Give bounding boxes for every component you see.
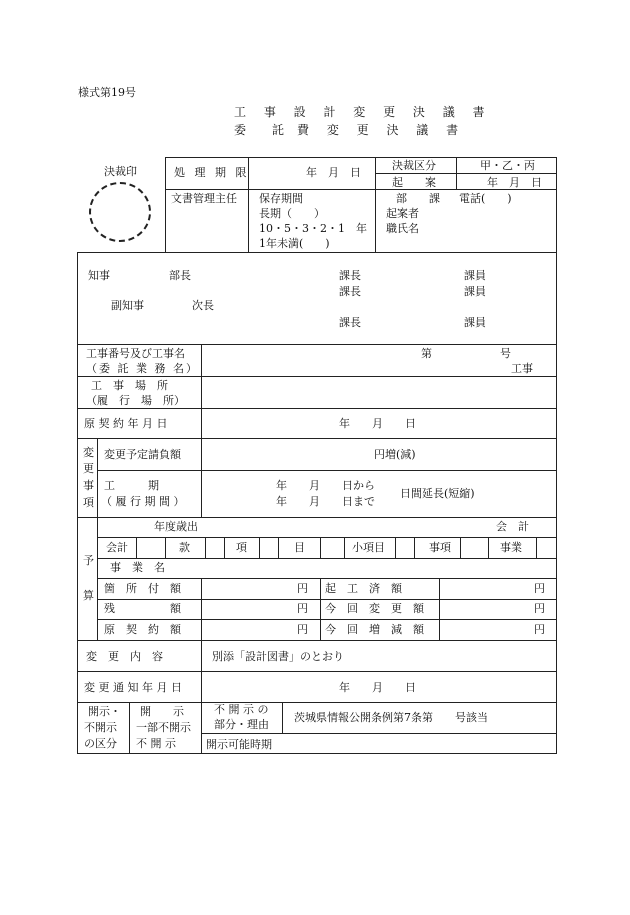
budget-side-1: 予 xyxy=(83,554,94,567)
possible-period-label: 開示可能時期 xyxy=(206,738,272,751)
form-number: 様式第19号 xyxy=(78,86,136,99)
change-side-3: 事 xyxy=(83,479,94,492)
document-title-change: 費 変 更 決 議 書 xyxy=(297,123,466,137)
col-project: 事業 xyxy=(500,541,522,554)
accounting-label: 会 計 xyxy=(496,520,529,533)
approval-section-chief-2: 課長 xyxy=(339,285,361,298)
processing-deadline-label: 処 理 期 限 xyxy=(174,166,250,179)
period-from: 年 月 日から xyxy=(276,479,375,492)
this-change-delta-label: 今 回 増 減 額 xyxy=(325,623,424,636)
approval-staff-3: 課員 xyxy=(464,316,486,329)
col-moku: 目 xyxy=(294,541,305,554)
approval-section-chief-3: 課長 xyxy=(339,316,361,329)
consign-name-label: （委 託 業 務 名） xyxy=(86,362,199,375)
this-change-yen: 円 xyxy=(534,602,545,615)
opt-disclose: 開 示 xyxy=(140,705,184,718)
disclosure-label-2: 不開示 xyxy=(84,721,117,734)
work-no-name-label: 工事番号及び工事名 xyxy=(86,347,185,360)
original-contract-label: 原 契 約 額 xyxy=(104,623,181,636)
disclosure-label-1: 開示・ xyxy=(88,705,121,718)
contract-date-label: 原 契 約 年 月 日 xyxy=(84,417,168,430)
change-content-value: 別添「設計図書」のとおり xyxy=(212,650,344,663)
col-kan: 款 xyxy=(179,541,190,554)
change-side-1: 変 xyxy=(83,446,94,459)
approval-staff-1: 課員 xyxy=(464,269,486,282)
approval-director: 部長 xyxy=(169,269,191,282)
remaining-label: 残 額 xyxy=(104,602,181,615)
retention-long: 長期（ ） xyxy=(259,207,325,220)
col-matter: 事項 xyxy=(429,541,451,554)
planned-amount-label: 変更予定請負額 xyxy=(104,448,181,461)
change-side-2: 更 xyxy=(83,462,94,475)
work-no-go: 号 xyxy=(500,347,511,360)
site-label: 工 事 場 所 xyxy=(91,379,168,392)
opt-nondisclose: 不 開 示 xyxy=(136,737,176,750)
work-kouji: 工事 xyxy=(511,362,533,375)
reason-value: 茨城県情報公開条例第7条第 号該当 xyxy=(294,711,488,724)
notice-date-value: 年 月 日 xyxy=(339,681,416,694)
days-extension: 日間延長(短縮) xyxy=(400,487,475,500)
original-contract-yen: 円 xyxy=(297,623,308,636)
draft-date: 年 月 日 xyxy=(487,176,542,189)
col-kou: 項 xyxy=(236,541,247,554)
doc-manager-label: 文書管理主任 xyxy=(171,192,237,205)
opt-partial: 一部不開示 xyxy=(136,721,191,734)
processing-deadline-date: 年 月 日 xyxy=(306,166,361,179)
reason-label-1: 不 開 示 の xyxy=(214,703,269,716)
approval-section-chief-1: 課長 xyxy=(339,269,361,282)
col-subitem: 小項目 xyxy=(352,541,385,554)
fiscal-year-expense: 年度歳出 xyxy=(154,520,198,533)
allotted-label: 箇 所 付 額 xyxy=(104,582,181,595)
reason-label-2: 部分・理由 xyxy=(214,718,269,731)
notice-date-label: 変 更 通 知 年 月 日 xyxy=(84,681,182,694)
document-title: 工 事 設 計 変 更 決 議 書 xyxy=(234,105,492,119)
this-change-label: 今 回 変 更 額 xyxy=(325,602,424,615)
period-label: 工 期 xyxy=(104,479,159,492)
seal-circle xyxy=(89,182,151,242)
document-title-consign: 委 託 xyxy=(234,123,292,137)
decision-class-value: 甲・乙・丙 xyxy=(480,159,535,172)
approval-vice-governor: 副知事 xyxy=(111,299,144,312)
started-yen: 円 xyxy=(534,582,545,595)
perform-period-label: （ 履 行 期 間 ） xyxy=(101,495,185,508)
approval-governor: 知事 xyxy=(88,269,110,282)
approval-deputy: 次長 xyxy=(192,299,214,312)
change-side-4: 項 xyxy=(83,496,94,509)
drafter-label: 起案者 xyxy=(386,207,419,220)
period-to: 年 月 日まで xyxy=(276,495,375,508)
project-name-label: 事 業 名 xyxy=(110,561,165,574)
retention-label: 保存期間 xyxy=(259,192,303,205)
this-change-delta-yen: 円 xyxy=(534,623,545,636)
phone: 電話( ) xyxy=(459,192,512,205)
disclosure-label-3: の区分 xyxy=(84,737,117,750)
draft-label: 起 案 xyxy=(392,176,436,189)
remaining-yen: 円 xyxy=(297,602,308,615)
work-no-dai: 第 xyxy=(421,347,432,360)
budget-side-2: 算 xyxy=(83,589,94,602)
retention-years: 10・5・3・2・1 年 xyxy=(259,222,367,235)
perform-site-label: （履 行 場 所） xyxy=(86,394,185,407)
seal-label: 決裁印 xyxy=(104,165,137,178)
yen-change: 円増(減) xyxy=(374,448,416,461)
change-content-label: 変 更 内 容 xyxy=(86,650,163,663)
allotted-yen: 円 xyxy=(297,582,308,595)
started-label: 起 工 済 額 xyxy=(325,582,402,595)
retention-short: 1年未満( ) xyxy=(259,237,330,250)
contract-date-value: 年 月 日 xyxy=(339,417,416,430)
job-name-label: 職氏名 xyxy=(386,222,419,235)
decision-class-label: 決裁区分 xyxy=(392,159,436,172)
approval-staff-2: 課員 xyxy=(464,285,486,298)
col-account: 会計 xyxy=(106,541,128,554)
dept-section: 部 課 xyxy=(396,192,440,205)
